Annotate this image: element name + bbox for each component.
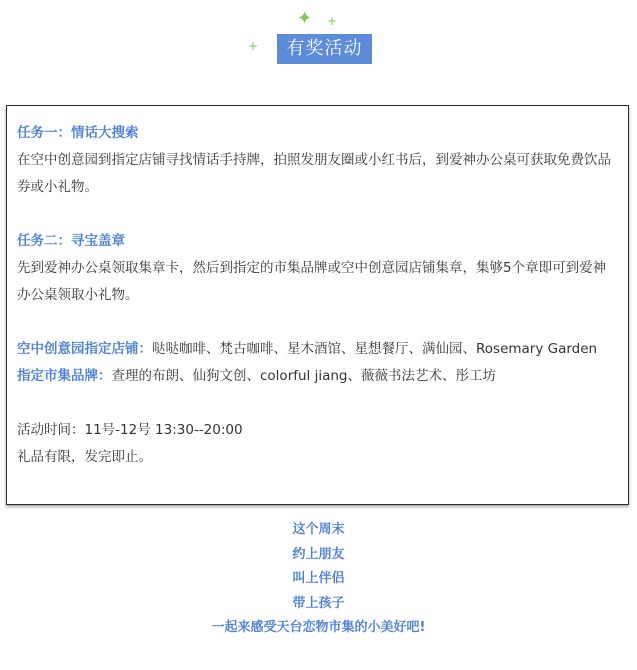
activity-time: 活动时间：11号-12号 13:30--20:00 — [17, 422, 243, 438]
footer-line: 带上孩子 — [292, 595, 345, 611]
shops-paragraph — [17, 336, 618, 363]
brands-paragraph — [17, 363, 618, 390]
spacer — [17, 309, 618, 336]
header — [0, 0, 637, 80]
footer-line: 一起来感受天台恋物市集的小美好吧! — [211, 620, 426, 635]
task2-body: 先到爱神办公桌领取集章卡，然后到指定的市集品牌或空中创意园店铺集章，集够5个章即可到爱神办公桌领取小礼物。 — [17, 260, 607, 303]
footer-line: 这个周末 — [292, 522, 345, 537]
activity-card — [6, 105, 629, 505]
spacer — [17, 390, 618, 417]
footer-line: 叫上伴侣 — [292, 571, 345, 586]
sparkle-icon: ✦ — [297, 8, 313, 29]
task2-title: 任务二：寻宝盖章 — [17, 233, 125, 249]
footer-line: 约上朋友 — [292, 546, 345, 562]
task1-body: 在空中创意园到指定店铺寻找情话手持牌，拍照发朋友圈或小红书后，到爱神办公桌可获取免费饮品券或小礼物。 — [17, 152, 611, 195]
brands-value: 查理的布朗、仙狗文创、colorful jiang、薇薇书法艺术、彤工坊 — [111, 368, 496, 384]
spacer — [17, 201, 618, 228]
sparkle-plus-icon: + — [327, 14, 338, 28]
shops-label: 空中创意园指定店铺： — [17, 341, 152, 357]
shops-value: 哒哒咖啡、梵古咖啡、星木酒馆、星想餐厅、满仙园、Rosemary Garden — [152, 341, 598, 357]
sparkle-plus-icon: + — [248, 39, 259, 53]
task1-title: 任务一：情话大搜索 — [17, 125, 139, 141]
gift-note: 礼品有限，发完即止。 — [17, 449, 152, 465]
brands-label: 指定市集品牌： — [17, 368, 112, 384]
section-title: 有奖活动 — [277, 34, 372, 64]
footer-slogan — [0, 518, 637, 641]
